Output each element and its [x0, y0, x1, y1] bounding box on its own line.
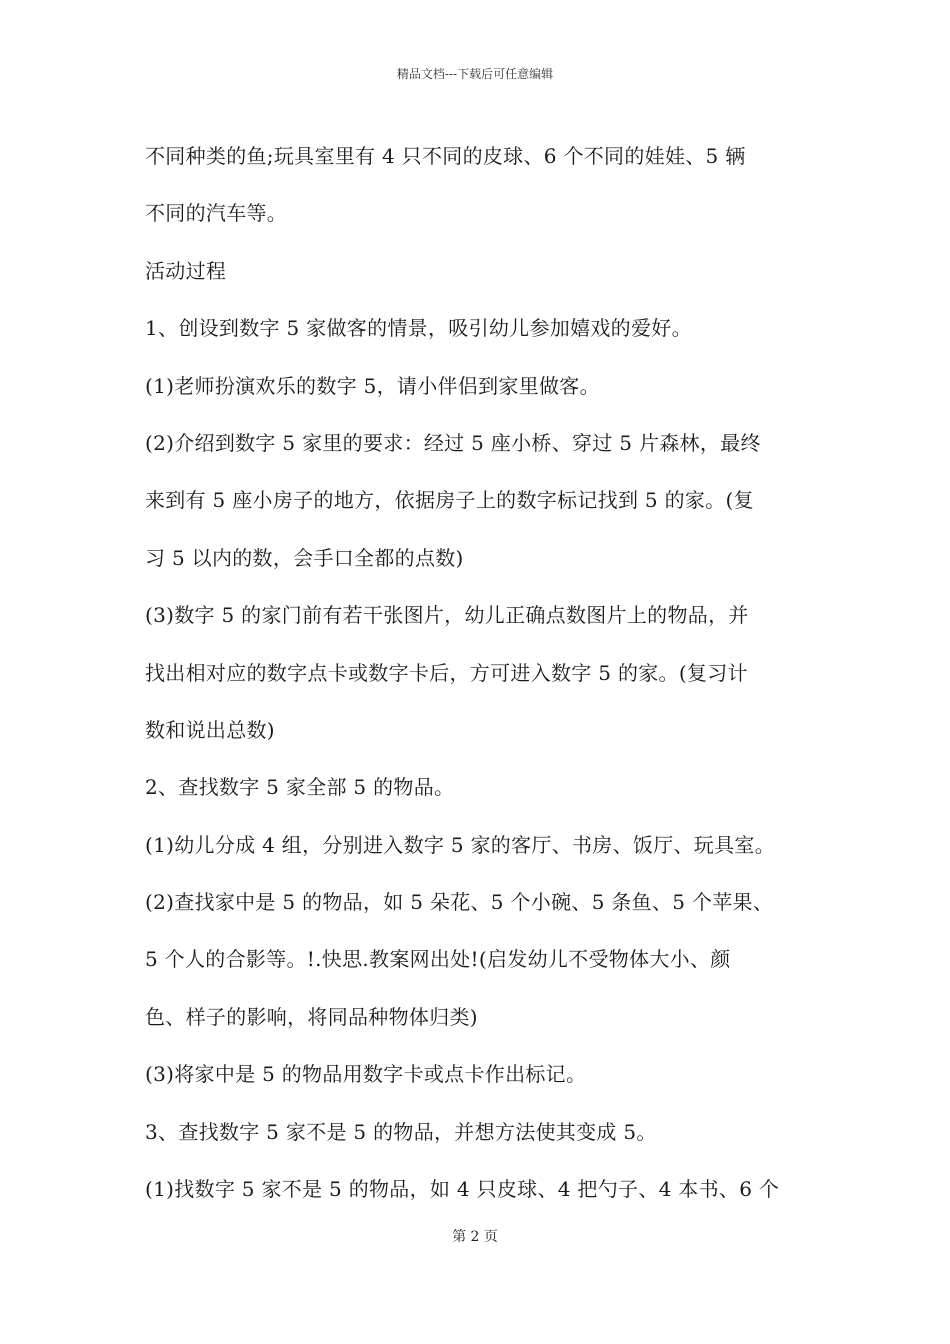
text-line: 数和说出总数)	[145, 717, 275, 742]
text-line: (1)找数字 5 家不是 5 的物品，如 4 只皮球、4 把勺子、4 本书、6 个	[145, 1177, 780, 1202]
page-number: 第 2 页	[452, 1229, 498, 1245]
text-line: 色、样子的影响，将同品种物体归类)	[145, 1004, 478, 1029]
text-line: (3)将家中是 5 的物品用数字卡或点卡作出标记。	[145, 1062, 587, 1087]
page-header: 精品文档---下载后可任意编辑	[396, 67, 554, 81]
text-line: 不同种类的鱼;玩具室里有 4 只不同的皮球、6 个不同的娃娃、5 辆	[145, 144, 746, 168]
text-line: 习 5 以内的数，会手口全都的点数)	[145, 545, 464, 570]
text-line: 5 个人的合影等。!.快思.教案网出处!(启发幼儿不受物体大小、颜	[145, 947, 731, 972]
document-body	[145, 128, 825, 1218]
text-line: 1、创设到数字 5 家做客的情景，吸引幼儿参加嬉戏的爱好。	[145, 316, 692, 341]
section-heading: 活动过程	[145, 258, 227, 283]
text-line: (3)数字 5 的家门前有若干张图片，幼儿正确点数图片上的物品，并	[145, 603, 749, 628]
text-line: (1)幼儿分成 4 组，分别进入数字 5 家的客厅、书房、饭厅、玩具室。	[145, 832, 776, 857]
text-line: 不同的汽车等。	[145, 201, 288, 226]
text-line: 找出相对应的数字点卡或数字卡后，方可进入数字 5 的家。(复习计	[145, 660, 748, 685]
text-line: (2)查找家中是 5 的物品，如 5 朵花、5 个小碗、5 条鱼、5 个苹果、	[145, 890, 774, 915]
text-line: (2)介绍到数字 5 家里的要求：经过 5 座小桥、穿过 5 片森林，最终	[145, 430, 761, 455]
text-line: (1)老师扮演欢乐的数字 5，请小伴侣到家里做客。	[145, 373, 600, 398]
text-line: 3、查找数字 5 家不是 5 的物品，并想方法使其变成 5。	[145, 1119, 657, 1144]
text-line: 2、查找数字 5 家全部 5 的物品。	[145, 775, 455, 800]
text-line: 来到有 5 座小房子的地方，依据房子上的数字标记找到 5 的家。(复	[145, 488, 754, 513]
